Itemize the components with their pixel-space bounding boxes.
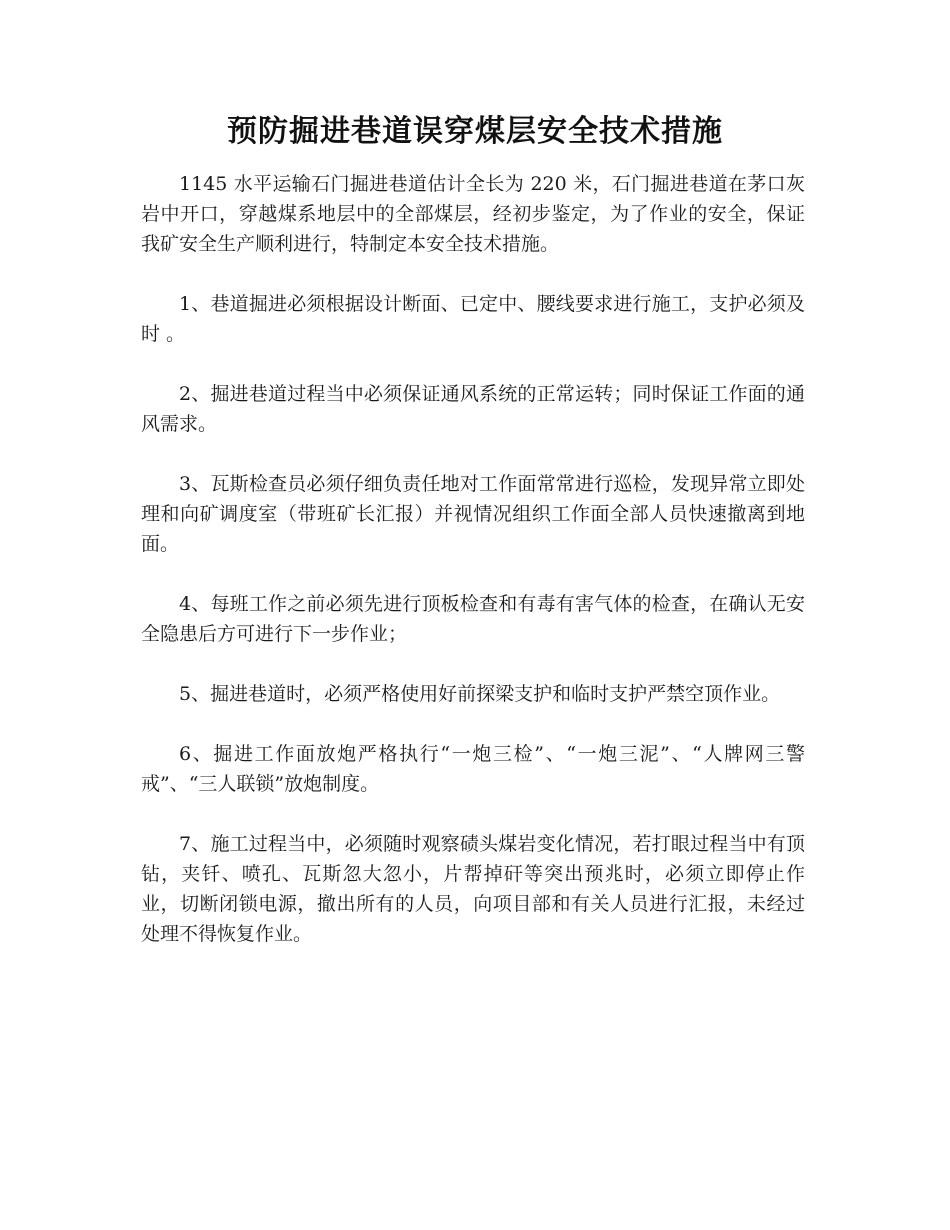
paragraph-item-1: 1、巷道掘进必须根据设计断面、已定中、腰线要求进行施工，支护必须及时 。 bbox=[141, 293, 805, 345]
document-body bbox=[141, 169, 805, 979]
paragraph-item-7: 7、施工过程当中，必须随时观察碛头煤岩变化情况，若打眼过程当中有顶钻，夹钎、喷孔、瓦斯忽大忽小，片帮掉矸等突出预兆时，必须立即停止作业，切断闭锁电源，撤出所有的人员，向项目部和有关人员进行汇报，未经过处理不得恢复作业。 bbox=[141, 833, 805, 945]
paragraph-item-5: 5、掘进巷道时，必须严格使用好前探梁支护和临时支护严禁空顶作业。 bbox=[179, 683, 781, 705]
paragraph-item-4: 4、每班工作之前必须先进行顶板检查和有毒有害气体的检查，在确认无安全隐患后方可进行下一步作业； bbox=[141, 593, 805, 645]
paragraph-item-6: 6、掘进工作面放炮严格执行“一炮三检”、“一炮三泥”、“人牌网三警戒”、“三人联锁”放炮制度。 bbox=[141, 743, 805, 795]
paragraph-item-2: 2、掘进巷道过程当中必须保证通风系统的正常运转；同时保证工作面的通风需求。 bbox=[141, 383, 805, 435]
paragraph-item-3: 3、瓦斯检查员必须仔细负责任地对工作面常常进行巡检，发现异常立即处理和向矿调度室（带班矿长汇报）并视情况组织工作面全部人员快速撤离到地面。 bbox=[141, 473, 805, 555]
document-title: 预防掘进巷道误穿煤层安全技术措施 bbox=[227, 114, 723, 149]
paragraph-intro: 1145 水平运输石门掘进巷道估计全长为 220 米，石门掘进巷道在茅口灰岩中开口，穿越煤系地层中的全部煤层，经初步鉴定，为了作业的安全，保证我矿安全生产顺利进行，特制定本安全技术措施。 bbox=[141, 173, 805, 255]
